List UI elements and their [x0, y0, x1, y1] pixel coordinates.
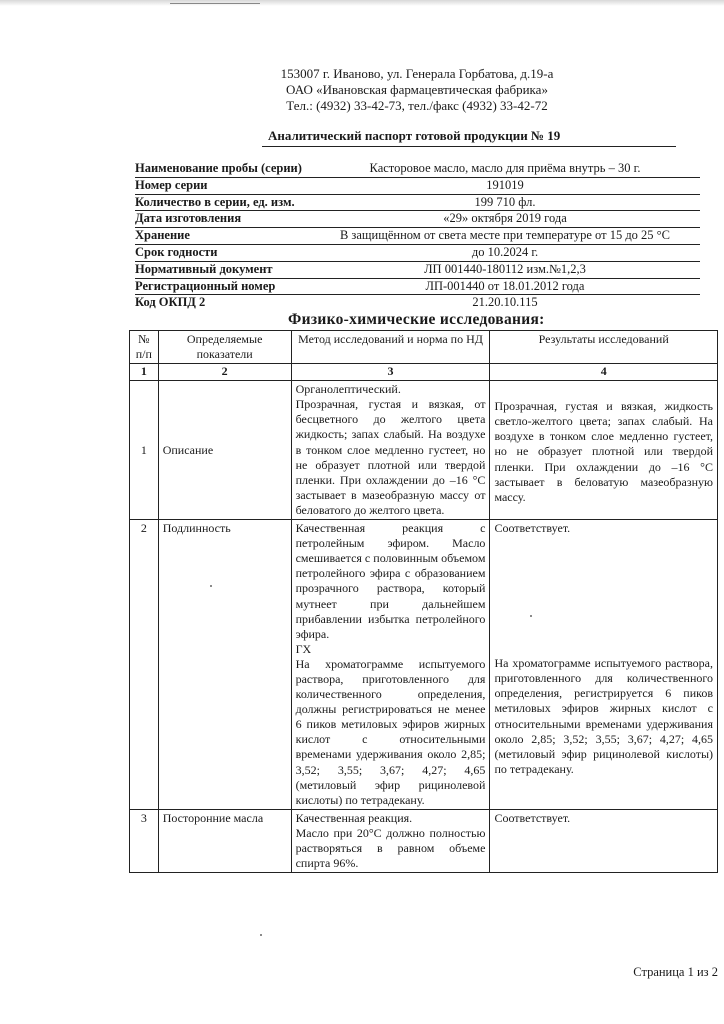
info-row — [135, 279, 700, 296]
info-value: Касторовое масло, масло для приёма внутрь – 30 г. — [369, 161, 641, 175]
scan-edge — [0, 0, 724, 6]
row-result-cell — [490, 520, 718, 810]
info-label: Количество в серии, ед. изм. — [135, 194, 295, 209]
info-value: до 10.2024 г. — [471, 244, 539, 259]
row-method: Качественная реакция. Масло при 20°С должно полностью растворяться в равном объеме спирта 96%. — [291, 809, 490, 872]
research-table — [129, 330, 718, 873]
info-label: Наименование пробы (серии) — [135, 161, 302, 175]
info-row — [135, 195, 700, 212]
scan-speck — [260, 934, 262, 936]
row-number: 1 — [130, 381, 159, 520]
row-number: 3 — [130, 809, 159, 872]
info-row — [135, 178, 700, 195]
company-header — [0, 66, 724, 114]
scan-speck — [210, 585, 212, 587]
column-number: 1 — [130, 364, 159, 381]
info-row — [135, 228, 700, 245]
info-row — [135, 295, 700, 311]
row-method: Органолептический. Прозрачная, густая и вязкая, от бесцветного до желтого цвета жидкость; запах слабый. На воздухе в тонком слое медленно густеет, но не образует плотной или твердой пленки. При охлаждении до –16 °С застывает в мазеобразную массу от беловатого до желтого цвета. — [291, 381, 490, 520]
info-row — [135, 262, 700, 279]
product-info-block — [135, 161, 700, 311]
scan-artifact — [170, 3, 260, 4]
column-numbers-row — [130, 364, 718, 381]
column-number: 3 — [291, 364, 490, 381]
header-cell-results: Результаты исследований — [490, 331, 718, 364]
info-value: ЛП-001440 от 18.01.2012 года — [425, 278, 585, 293]
column-number: 2 — [158, 364, 291, 381]
row-indicator: Описание — [158, 381, 291, 520]
section-title: Физико-химические исследования: — [288, 311, 545, 328]
info-value: В защищённом от света месте при температуре от 15 до 25 °С — [339, 228, 671, 243]
info-row — [135, 245, 700, 262]
info-row — [135, 161, 700, 178]
row-result: Соответствует. — [490, 809, 718, 872]
row-result: Соответствует. — [494, 521, 571, 536]
column-number: 4 — [490, 364, 718, 381]
page-number: Страница 1 из 2 — [633, 965, 718, 979]
company-name: ОАО «Ивановская фармацевтическая фабрика» — [286, 82, 548, 97]
row-result: Прозрачная, густая и вязкая, жидкость светло-желтого цвета; запах слабый. На воздухе в тонком слое медленно густеет, но не образует плотной или твердой пленки. При охлаждении до –16 °С застывает в беловатую мазеобразную массу. — [490, 381, 718, 520]
header-cell-method: Метод исследований и норма по НД — [291, 331, 490, 364]
info-value: «29» октября 2019 года — [443, 211, 567, 226]
title-underline — [262, 146, 676, 147]
row-indicator: Посторонние масла — [158, 809, 291, 872]
company-address: 153007 г. Иваново, ул. Генерала Горбатова, д.19-а — [280, 66, 554, 81]
info-label: Код ОКПД 2 — [135, 295, 206, 310]
info-value: ЛП 001440-180112 изм.№1,2,3 — [424, 261, 586, 276]
document-title: Аналитический паспорт готовой продукции № 19 — [268, 128, 561, 143]
info-label: Дата изготовления — [135, 211, 242, 226]
table-header-row — [130, 331, 718, 364]
info-label: Хранение — [135, 228, 190, 243]
info-value: 21.20.10.115 — [472, 295, 538, 310]
row-indicator: Подлинность — [158, 520, 291, 810]
info-label: Нормативный документ — [135, 261, 273, 276]
table-row — [130, 809, 718, 872]
info-label: Срок годности — [135, 244, 218, 259]
info-label: Номер серии — [135, 177, 208, 192]
info-label: Регистрационный номер — [135, 278, 276, 293]
row-result-gc: На хроматограмме испытуемого раствора, приготовленного для количественного определения, регистрируется 6 пиков метиловых эфиров жирных кислот с относительными временами удерживания около 2,85; 3,52; 3,55; 3,67; 4,27; 4,65 (метиловый эфир рицинолевой кислоты) по тетрадекану. — [494, 656, 713, 776]
header-cell-number: № п/п — [130, 331, 159, 364]
info-value: 199 710 фл. — [474, 194, 536, 209]
table-row — [130, 381, 718, 520]
company-phones: Тел.: (4932) 33-42-73, тел./факс (4932) 33-42-72 — [286, 98, 548, 113]
scan-speck — [530, 615, 532, 617]
table-row — [130, 520, 718, 810]
header-cell-indicator: Определяемые показатели — [158, 331, 291, 364]
info-value: 191019 — [486, 177, 524, 192]
row-number: 2 — [130, 520, 159, 810]
info-row — [135, 211, 700, 228]
row-method: Качественная реакция с петролейным эфиром. Масло смешивается с половинным объемом петролейного эфира с образованием прозрачного раствора, который мутнеет при дальнейшем прибавлении избытка петролейного эфира. ГХ На хроматограмме испытуемого раствора, приготовленного для количественного определения, должны регистрироваться не менее 6 пиков метиловых эфиров жирных кислот с относительными временами удерживания около 2,85; 3,52; 3,55; 3,67; 4,27; 4,65 (метиловый эфир рицинолевой кислоты) по тетрадекану. — [291, 520, 490, 810]
